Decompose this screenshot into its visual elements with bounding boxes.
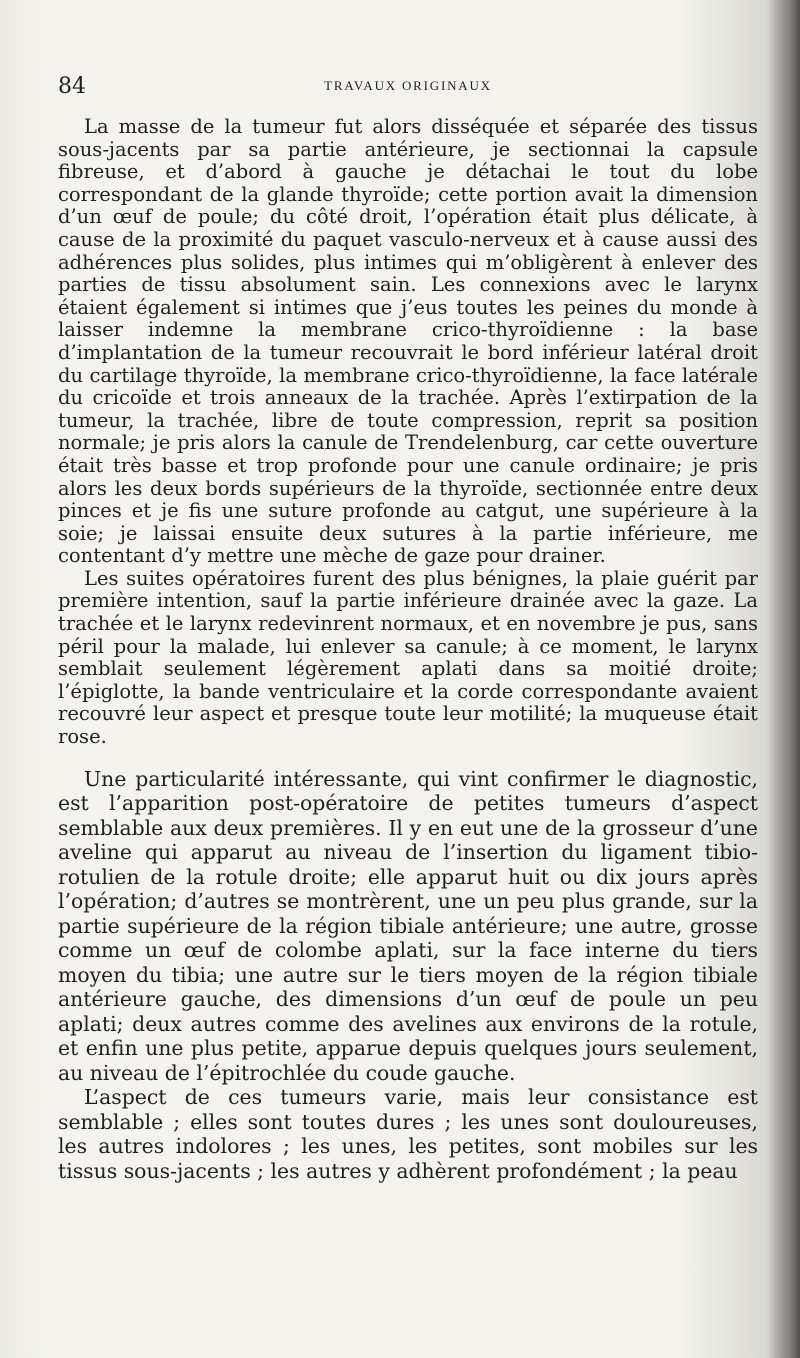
page-number: 84 (58, 74, 86, 99)
page-header (58, 74, 758, 104)
body-text (58, 116, 758, 1183)
running-title: TRAVAUX ORIGINAUX (324, 78, 492, 93)
paragraph-particularity: Une particularité intéressante, qui vint confirmer le diagnostic, est l’apparition post-opératoire de petites tumeurs d’aspect semblable aux deux premières. Il y en eut une de la grosseur d’une aveline qui apparut au niveau de l’insertion du ligament tibio-rotulien de la rotule droite; elle apparut huit ou dix jours après l’opération; d’autres se montrèrent, une un peu plus grande, sur la partie supérieure de la région tibiale antérieure; une autre, grosse comme un œuf de colombe aplati, sur la face interne du tiers moyen du tibia; une autre sur le tiers moyen de la région tibiale antérieure gauche, des dimensions d’un œuf de poule un peu aplati; deux autres comme des avelines aux environs de la rotule, et enfin une plus petite, apparue depuis quelques jours seulement, au niveau de l’épitrochlée du coude gauche. (58, 766, 758, 1085)
page-edge-shadow (766, 0, 800, 1358)
paragraph-tumor-aspect: L’aspect de ces tumeurs varie, mais leur consistance est semblable ; elles sont toutes dures ; les unes sont douloureuses, les autres indolores ; les unes, les petites, sont mobiles sur les tissus sous-jacents ; les autres y adhèrent profondément ; la peau (58, 1085, 758, 1183)
paragraph-postoperative: Les suites opératoires furent des plus bénignes, la plaie guérit par première intention, sauf la partie inférieure drainée avec la gaze. La trachée et le larynx redevinrent normaux, et en novembre je pus, sans péril pour la malade, lui enlever sa canule; à ce moment, le larynx semblait seulement légèrement aplati dans sa moitié droite; l’épiglotte, la bande ventriculaire et la corde correspondante avaient recouvré leur aspect et presque toute leur motilité; la muqueuse était rose. (58, 566, 758, 749)
paragraph-dissection: La masse de la tumeur fut alors disséquée et séparée des tissus sous-jacents par sa partie antérieure, je sectionnai la capsule fibreuse, et d’abord à gauche je détachai le tout du lobe correspondant de la glande thyroïde; cette portion avait la dimension d’un œuf de poule; du côté droit, l’opération était plus délicate, à cause de la proximité du paquet vasculo-nerveux et à cause aussi des adhérences plus solides, plus intimes qui m’obligèrent à enlever des parties de tissu absolument sain. Les connexions avec le larynx étaient également si intimes que j’eus toutes les peines du monde à laisser indemne la membrane crico-thyroïdienne : la base d’implantation de la tumeur recouvrait le bord inférieur latéral droit du cartilage thyroïde, la membrane crico-thyroïdienne, la face latérale du cricoïde et trois anneaux de la trachée. Après l’extirpation de la tumeur, la trachée, libre de toute compression, reprit sa position normale; je pris alors la canule de Trendelenburg, car cette ouverture était très basse et trop profonde pour une canule ordinaire; je pris alors les deux bords supérieurs de la thyroïde, sectionnée entre deux pinces et je fis une suture profonde au catgut, une supérieure à la soie; je laissai ensuite deux sutures à la partie inférieure, me contentant d’y mettre une mèche de gaze pour drainer. (58, 115, 758, 568)
